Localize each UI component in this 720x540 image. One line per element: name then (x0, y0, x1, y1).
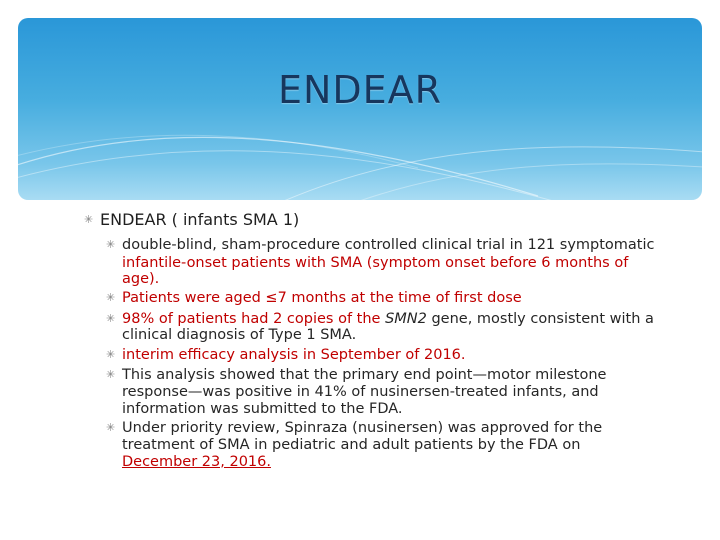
bullet-star-icon: ✳ (106, 348, 116, 361)
bullet-star-icon: ✳ (106, 238, 116, 251)
bullet-2-text: Patients were aged ≤7 months at the time of first dose (122, 290, 522, 306)
bullet-star-icon: ✳ (84, 213, 94, 226)
bullet-1-line-2: infantile-onset patients with SMA (symptom onset before 6 months of (122, 255, 629, 271)
bullet-5-line-3: information was submitted to the FDA. (122, 401, 403, 417)
bullet-3-text-start: 98% of patients had 2 copies of the (122, 311, 386, 327)
bullet-star-icon: ✳ (106, 312, 116, 325)
bullet-3-line-2: clinical diagnosis of Type 1 SMA. (122, 327, 357, 343)
bullet-star-icon: ✳ (106, 291, 116, 304)
bullet-1-line-3: age). (122, 271, 160, 287)
gene-name: SMN2 (385, 311, 427, 327)
bullet-5-line-1: This analysis showed that the primary end point—motor milestone (122, 367, 607, 383)
bullet-star-icon: ✳ (106, 421, 116, 434)
main-bullet-text: ENDEAR ( infants SMA 1) (100, 210, 300, 229)
bullet-6-line-1: Under priority review, Spinraza (nusinersen) was approved for the (122, 420, 603, 436)
bullet-star-icon: ✳ (106, 368, 116, 381)
approval-date-text: December 23, 2016. (122, 454, 271, 470)
slide-title: ENDEAR (277, 68, 443, 112)
bullet-1-line-1: double-blind, sham-procedure controlled clinical trial in 121 symptomatic (122, 237, 655, 253)
bullet-5-line-2: response—was positive in 41% of nusinersen-treated infants, and (122, 384, 599, 400)
bullet-3-text-end: gene, mostly consistent with a (426, 311, 654, 327)
bullet-4-text: interim efficacy analysis in September of 2016. (122, 347, 466, 363)
bullet-6-line-2: treatment of SMA in pediatric and adult patients by the FDA on (122, 437, 581, 453)
